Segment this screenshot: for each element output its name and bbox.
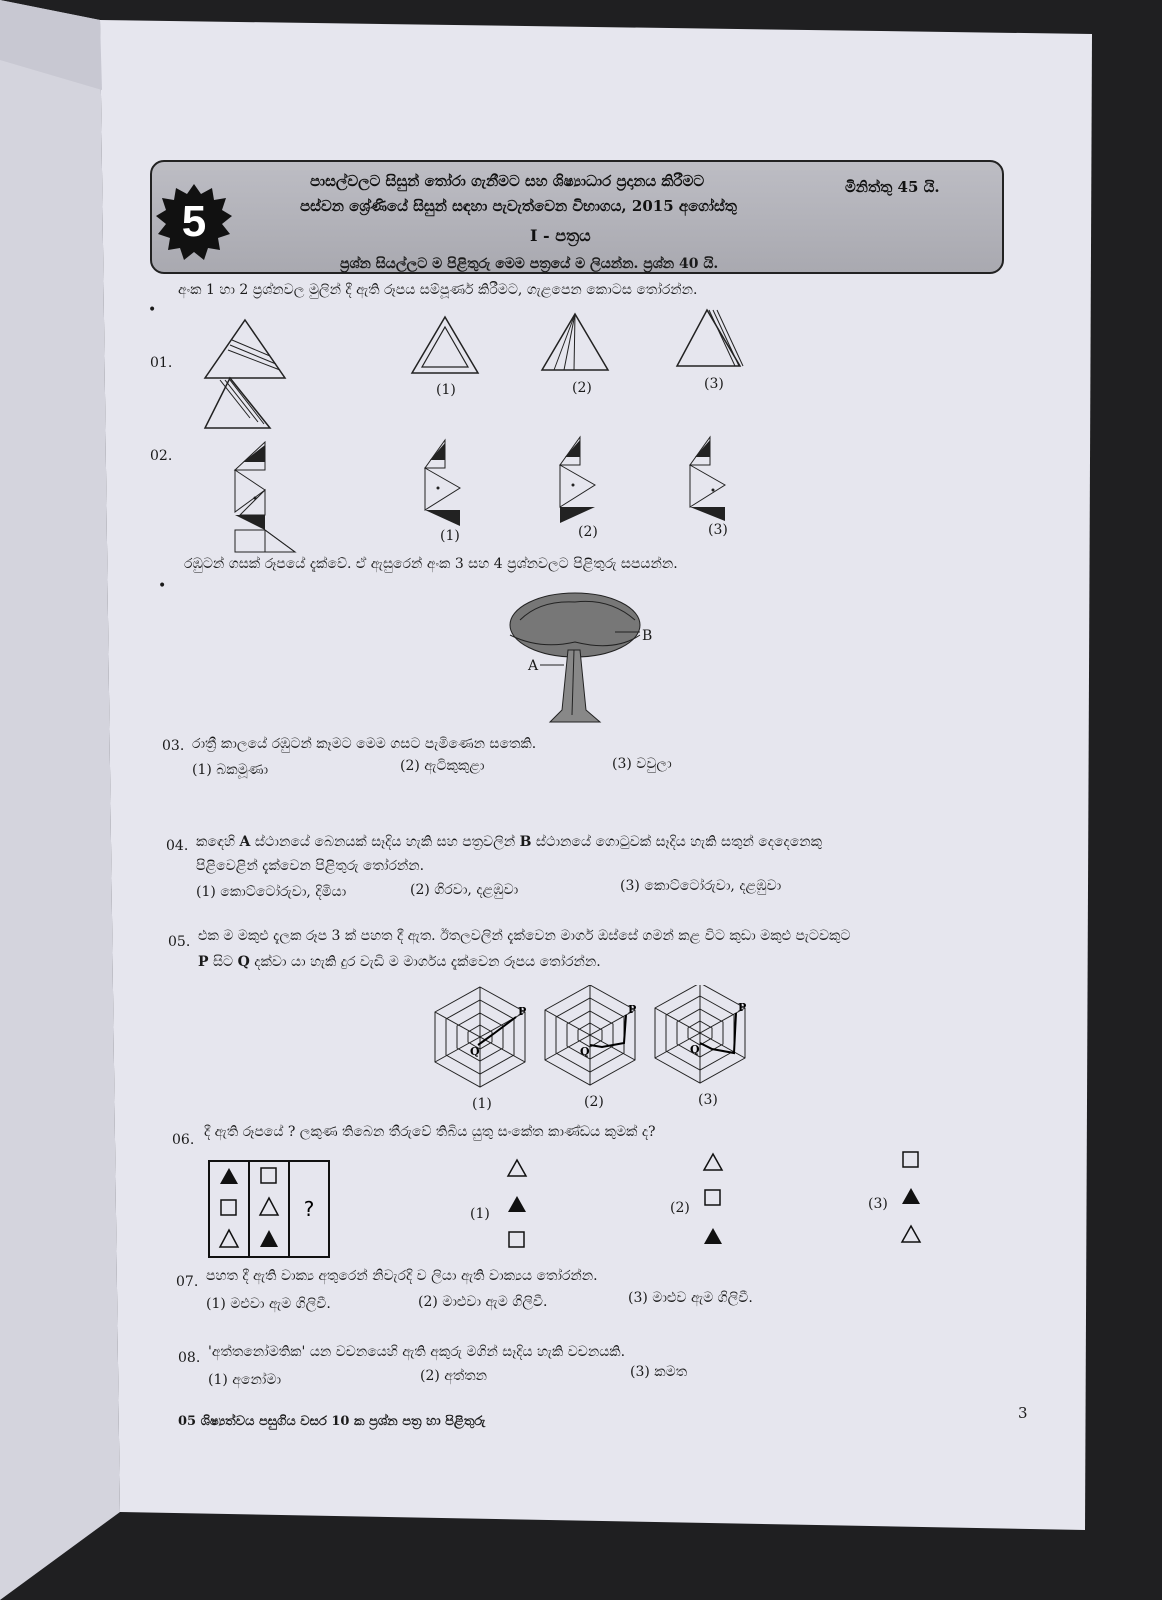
q1-figure bbox=[200, 318, 310, 438]
question-number: 03. bbox=[162, 738, 185, 754]
paper-label: I - පත්‍රය bbox=[530, 226, 591, 245]
option[interactable]: (1) බකමූණා bbox=[192, 762, 269, 778]
q1-option-label: (2) bbox=[572, 380, 592, 396]
q2-option-1[interactable] bbox=[420, 438, 470, 528]
option[interactable]: (1) කොට්ටෝරුවා, දිමියා bbox=[196, 884, 347, 900]
option[interactable]: (2) අත්තන bbox=[420, 1368, 488, 1384]
text-part: ස්ථානයේ බෙනයක් සෑදිය හැකි සහ පත්‍රවලින් bbox=[254, 834, 516, 850]
option[interactable]: (2) ගිරවා, දළඹුවා bbox=[410, 882, 519, 898]
option[interactable]: (2) මාළුවා ඇම ගිලිවී. bbox=[418, 1294, 548, 1310]
question-text-line-2: පිළිවෙළින් දැක්වෙන පිළිතුරු තෝරන්න. bbox=[196, 858, 425, 874]
text-part: ස්ථානයේ ගොටුවක් සෑදිය හැකි සතුන් දෙදෙනෙකු bbox=[535, 834, 823, 850]
q2-option-label: (3) bbox=[708, 522, 728, 538]
spider-p-label: P bbox=[628, 1003, 637, 1016]
label-b: B bbox=[519, 834, 532, 850]
bullet: • bbox=[148, 302, 157, 318]
q6-option-label: (2) bbox=[670, 1200, 690, 1216]
q1-option-2[interactable] bbox=[540, 312, 610, 372]
main-instruction: ප්‍රශ්න සියල්ලට ම පිළිතුරු මෙම පත්‍රයේ ම ලියන්න. ප්‍රශ්න 40 යි. bbox=[340, 256, 719, 272]
footer-text: 05 ශිෂ්‍යත්වය පසුගිය වසර 10 ක ප්‍රශ්න පත්‍ර හා පිළිතුරු bbox=[178, 1414, 486, 1429]
q2-option-label: (2) bbox=[578, 524, 598, 540]
option[interactable]: (1) අනෝමා bbox=[208, 1372, 282, 1388]
q6-option-1[interactable] bbox=[502, 1156, 532, 1252]
option[interactable]: (2) ඇටිකුකුළා bbox=[400, 758, 485, 774]
time-allowed: මිනිත්තු 45 යි. bbox=[845, 178, 940, 196]
question-number: 07. bbox=[176, 1274, 199, 1290]
q5-option-label: (1) bbox=[472, 1096, 492, 1112]
spider-q-label: Q bbox=[470, 1045, 480, 1058]
q5-option-label: (2) bbox=[584, 1094, 604, 1110]
spider-p-label: P bbox=[518, 1005, 527, 1018]
tree-label-a: A bbox=[528, 658, 539, 674]
label-p: P bbox=[198, 954, 209, 970]
question-text: දී ඇති රූපයේ ? ලකුණ තිබෙන තීරුවේ තිබිය යුතු සංකේත කාණ්ඩය කුමක් ද? bbox=[204, 1124, 656, 1140]
question-text: පහත දී ඇති වාක්‍ය අතුරෙන් නිවැරදි ව ලියා ඇති වාක්‍යය තෝරන්න. bbox=[206, 1268, 598, 1284]
paper-number: 5 bbox=[181, 197, 207, 246]
q6-symbol-grid bbox=[208, 1160, 333, 1260]
q2-option-label: (1) bbox=[440, 528, 460, 544]
question-number: 08. bbox=[178, 1350, 201, 1366]
spider-q-label: Q bbox=[690, 1043, 700, 1056]
q2-option-3[interactable] bbox=[685, 435, 735, 525]
option[interactable]: (3) කොට්ටෝරුවා, දළඹුවා bbox=[620, 878, 782, 894]
spider-web-option-1[interactable] bbox=[435, 987, 526, 1087]
spider-q-label: Q bbox=[580, 1045, 590, 1058]
question-number: 05. bbox=[168, 934, 191, 950]
question-text bbox=[196, 834, 822, 850]
label-a: A bbox=[239, 834, 251, 850]
question-text: රාත්‍රී කාලයේ රඹුටන් කෑමට මෙම ගසට පැමිණෙන සතෙකි. bbox=[192, 736, 537, 752]
question-number: 01. bbox=[150, 355, 173, 371]
option[interactable]: (3) මාළුව ඇම ගිලිවී. bbox=[628, 1290, 753, 1306]
q6-option-3[interactable] bbox=[896, 1148, 926, 1248]
question-text: එක ම මකුළු දැලක රූප 3 ක් පහත දී ඇත. ඊතලවලින් දැක්වෙන මාර්ග ඔස්සේ ගමන් කළ විට කුඩා මකුළු පැටවකුට bbox=[198, 928, 851, 944]
spider-web-options bbox=[430, 985, 760, 1090]
spider-web-option-2[interactable] bbox=[545, 985, 636, 1085]
q5-option-label: (3) bbox=[698, 1092, 718, 1108]
instruction-q3-4: රඹුටන් ගසක් රූපයේ දැක්වේ. ඒ ඇසුරෙන් අංක 3 සහ 4 ප්‍රශ්නවලට පිළිතුරු සපයන්න. bbox=[184, 556, 678, 572]
question-text-line-2 bbox=[198, 954, 601, 970]
text-part: දක්වා යා හැකි දුර වැඩි ම මාර්ගය දැක්වෙන රූපය තෝරන්න. bbox=[254, 954, 601, 970]
tree-label-b: B bbox=[642, 628, 653, 644]
text-part: සිට bbox=[212, 954, 234, 970]
label-q: Q bbox=[237, 954, 250, 970]
page-number: 3 bbox=[1018, 1404, 1028, 1422]
option[interactable]: (3) කමත bbox=[630, 1364, 688, 1380]
option[interactable]: (3) වවුලා bbox=[612, 756, 672, 772]
q6-option-label: (1) bbox=[470, 1206, 490, 1222]
instruction-q1-2: අංක 1 හා 2 ප්‍රශ්නවල මුලින් දී ඇති රූපය සම්පූර්ණ කිරීමට, ගැළපෙන කොටස තෝරන්න. bbox=[178, 282, 698, 298]
q1-option-label: (3) bbox=[704, 376, 724, 392]
q1-option-3[interactable] bbox=[675, 308, 745, 368]
question-number: 04. bbox=[166, 838, 189, 854]
q6-option-label: (3) bbox=[868, 1196, 888, 1212]
q2-figure bbox=[225, 440, 305, 565]
option[interactable]: (1) මළුවා ඇම ගිලිවී. bbox=[206, 1296, 331, 1312]
header-line-1: පාසල්වලට සිසුන් තෝරා ගැනීමට සහ ශිෂ්‍යාධාර ප්‍රදානය කිරීමට bbox=[310, 172, 705, 190]
spider-web-option-3[interactable] bbox=[655, 985, 746, 1083]
text-part: කඳෙහි bbox=[196, 834, 236, 850]
q1-option-label: (1) bbox=[436, 382, 456, 398]
question-mark: ? bbox=[303, 1197, 315, 1221]
bullet: • bbox=[158, 578, 167, 594]
q1-option-1[interactable] bbox=[410, 315, 480, 375]
q6-option-2[interactable] bbox=[698, 1150, 728, 1250]
question-number: 02. bbox=[150, 448, 173, 464]
paper-number-badge bbox=[154, 182, 234, 262]
spider-p-label: P bbox=[738, 1001, 747, 1014]
q2-option-2[interactable] bbox=[555, 435, 605, 525]
header-line-2: පස්වන ශ්‍රේණියේ සිසුන් සඳහා පැවැත්වෙන විභාගය, 2015 අගෝස්තු bbox=[300, 197, 737, 215]
rambutan-tree bbox=[500, 590, 670, 730]
question-text: 'අත්තනෝමතික' යන වචනයෙහි ඇති අකුරු මගින් සෑදිය හැකි වචනයකි. bbox=[208, 1344, 626, 1360]
question-number: 06. bbox=[172, 1132, 195, 1148]
